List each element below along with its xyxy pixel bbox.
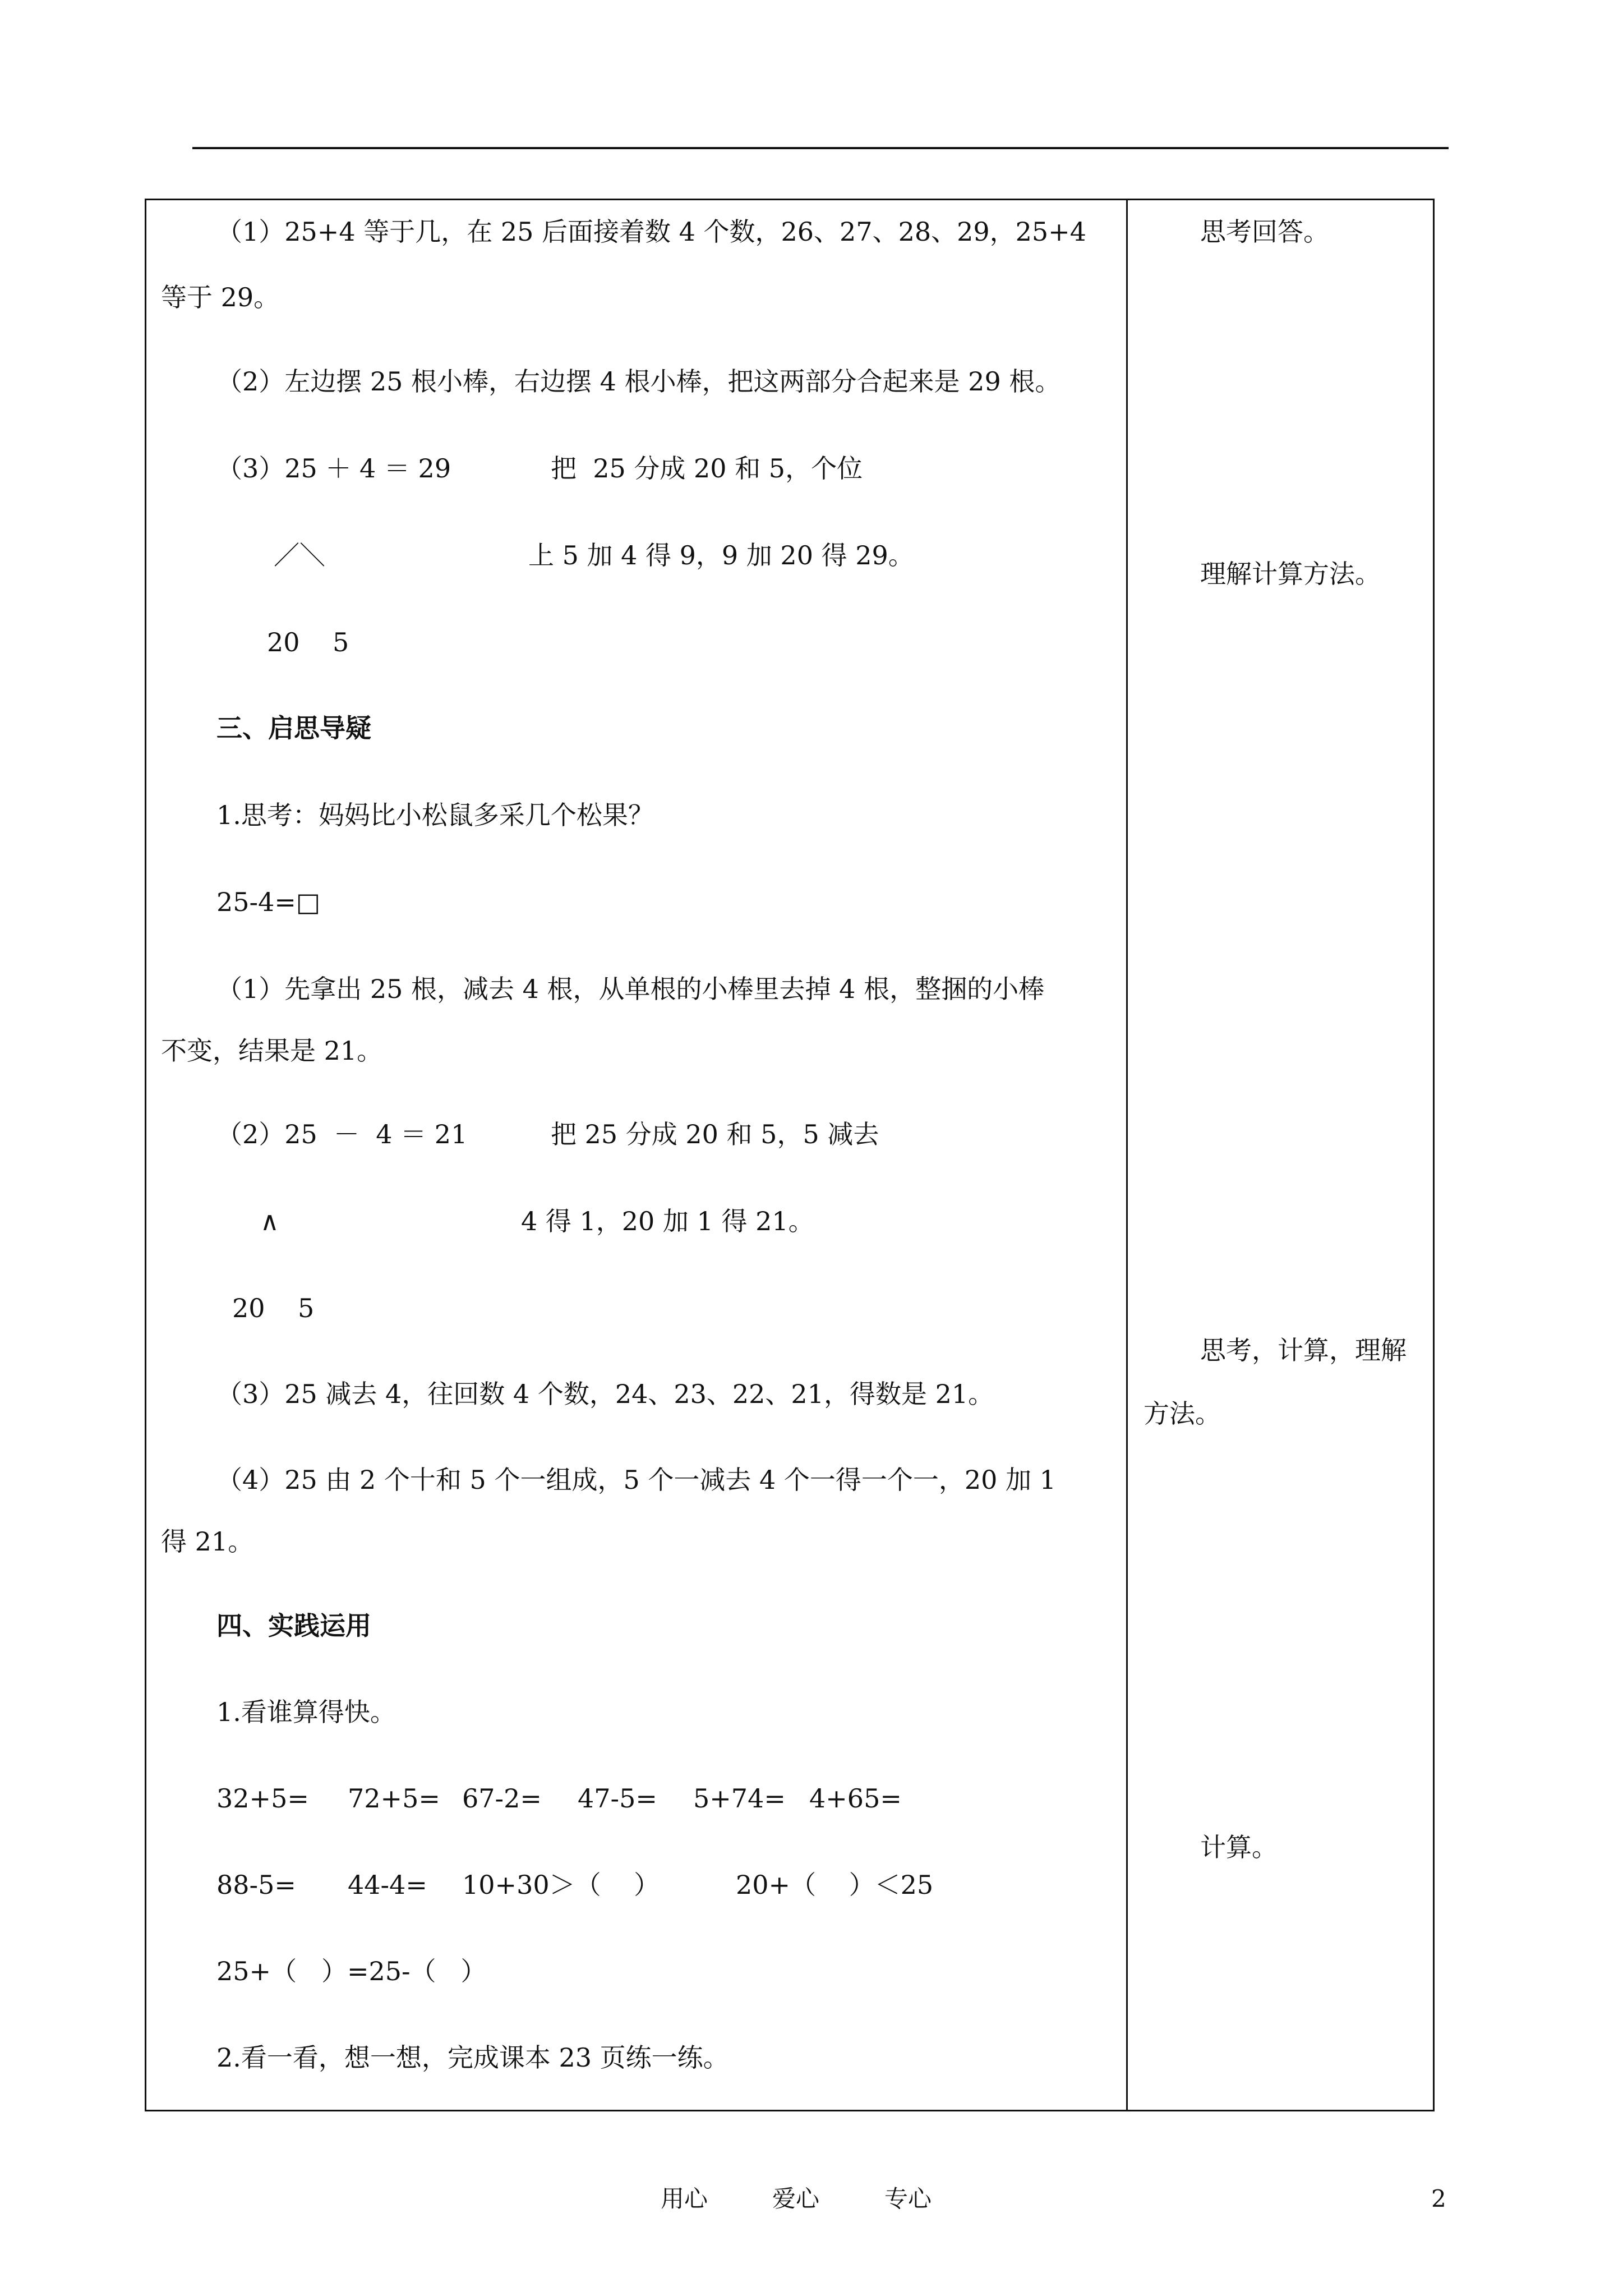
- footer-motto-item: 爱心: [772, 2185, 820, 2212]
- p3-note-line2: 上 5 加 4 得 9，9 加 20 得 29。: [528, 540, 914, 570]
- s4-line1: （4）25 由 2 个十和 5 个一组成，5 个一减去 4 个一得一个一，20 加 1: [216, 1465, 1056, 1495]
- p3-equation: （3）25 ＋ 4 ＝ 29: [216, 453, 451, 484]
- p3-branch: ／＼: [274, 540, 325, 570]
- footer-motto-item: 用心: [661, 2185, 708, 2212]
- p3-note-line1: 把 25 分成 20 和 5，个位: [551, 453, 863, 484]
- s2-note-line1: 把 25 分成 20 和 5，5 减去: [551, 1119, 879, 1149]
- s4-line2: 得 21。: [161, 1526, 254, 1557]
- exercise-row2-item: 88-5=: [216, 1870, 296, 1900]
- exercise-row1-item: 47-5=: [578, 1783, 657, 1814]
- section4-heading: 四、实践运用: [216, 1611, 371, 1641]
- exercise-row2-item: 10+30＞（ ）: [462, 1870, 660, 1900]
- exercise-row1-item: 4+65=: [809, 1783, 902, 1814]
- exercise2: 2.看一看，想一想，完成课本 23 页练一练。: [216, 2042, 729, 2073]
- p2: （2）左边摆 25 根小棒，右边摆 4 根小棒，把这两部分合起来是 29 根。: [216, 366, 1061, 397]
- question1: 1.思考：妈妈比小松鼠多采几个松果？: [216, 800, 654, 830]
- s3: （3）25 减去 4，往回数 4 个数，24、23、22、21，得数是 21。: [216, 1379, 994, 1409]
- p1-line1: （1）25+4 等于几，在 25 后面接着数 4 个数，26、27、28、29，25+4: [216, 217, 1086, 247]
- lesson-table: [145, 199, 1435, 2111]
- exercise-row1-item: 72+5=: [348, 1783, 440, 1814]
- s2-parts: 20 5: [232, 1293, 315, 1323]
- exercise-row1-item: 32+5=: [216, 1783, 309, 1814]
- activity-3-line2: 方法。: [1144, 1398, 1221, 1429]
- s2-branch: ∧: [260, 1206, 279, 1236]
- page-number: 2: [1431, 2185, 1446, 2212]
- section3-heading: 三、启思导疑: [216, 713, 371, 743]
- activity-4: 计算。: [1200, 1832, 1278, 1862]
- s2-equation: （2）25 － 4 ＝ 21: [216, 1119, 468, 1149]
- s1-line1: （1）先拿出 25 根，减去 4 根，从单根的小棒里去掉 4 根，整捆的小棒: [216, 974, 1045, 1004]
- activity-2: 理解计算方法。: [1200, 559, 1381, 589]
- exercise-row3: 25+（ ）=25-（ ）: [216, 1956, 487, 1986]
- activity-3-line1: 思考，计算，理解: [1200, 1335, 1407, 1365]
- p1-line2: 等于 29。: [161, 282, 280, 312]
- question1-equation: 25-4=□: [216, 887, 321, 917]
- exercise-row2-item: 44-4=: [348, 1870, 427, 1900]
- s1-line2: 不变，结果是 21。: [161, 1036, 383, 1066]
- exercise-row2-item: 20+（ ）＜25: [736, 1870, 934, 1900]
- exercise1: 1.看谁算得快。: [216, 1697, 396, 1727]
- s2-note-line2: 4 得 1，20 加 1 得 21。: [521, 1206, 814, 1236]
- p3-parts: 20 5: [267, 627, 349, 657]
- exercise-row1-item: 5+74=: [693, 1783, 786, 1814]
- column-divider: [1126, 199, 1128, 2111]
- activity-1: 思考回答。: [1200, 217, 1329, 247]
- exercise-row1-item: 67-2=: [462, 1783, 542, 1814]
- footer-motto-item: 专心: [884, 2185, 932, 2212]
- header-rule: [192, 147, 1449, 149]
